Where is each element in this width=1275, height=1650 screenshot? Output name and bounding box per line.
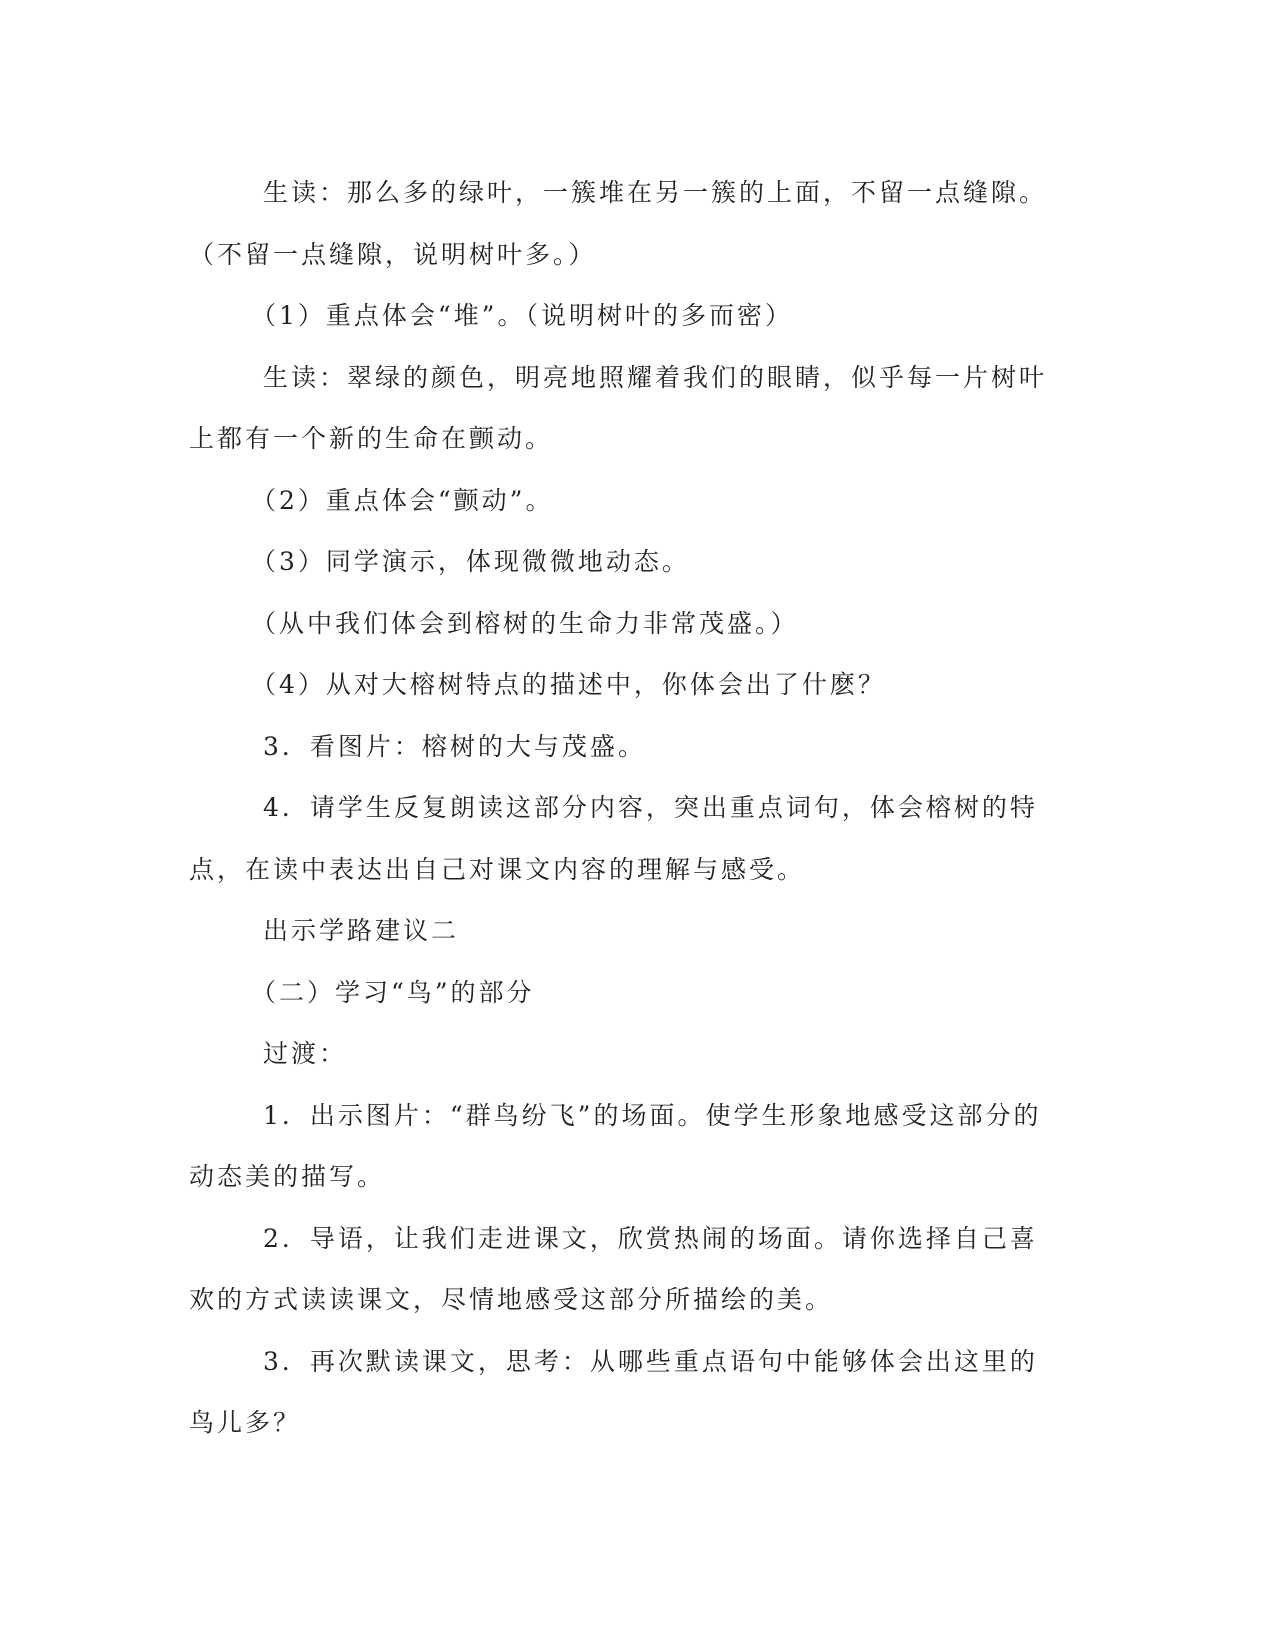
text-line: 生读：翠绿的颜色，明亮地照耀着我们的眼睛，似乎每一片树叶 bbox=[263, 362, 1048, 392]
text-line: 4．请学生反复朗读这部分内容，突出重点词句，体会榕树的特 bbox=[263, 793, 1038, 822]
text-line: 鸟儿多？ bbox=[189, 1408, 302, 1437]
text-line: （4）从对大榕树特点的描述中，你体会出了什麽？ bbox=[251, 670, 886, 699]
text-line: （1）重点体会“堆”。（说明树叶的多而密） bbox=[251, 301, 793, 330]
text-line: （从中我们体会到榕树的生命力非常茂盛。） bbox=[251, 608, 799, 638]
text-line: 过渡： bbox=[263, 1039, 348, 1068]
text-line: 上都有一个新的生命在颤动。 bbox=[189, 424, 554, 453]
text-line: 3．看图片：榕树的大与茂盛。 bbox=[263, 731, 646, 761]
text-line: （不留一点缝隙，说明树叶多。） bbox=[189, 239, 597, 269]
text-line: （二）学习“鸟”的部分 bbox=[251, 977, 535, 1007]
text-line: 2．导语，让我们走进课文，欣赏热闹的场面。请你选择自己喜 bbox=[263, 1223, 1038, 1253]
text-line: 1．出示图片：“群鸟纷飞”的场面。使学生形象地感受这部分的 bbox=[263, 1100, 1042, 1130]
text-line: 3．再次默读课文，思考：从哪些重点语句中能够体会出这里的 bbox=[263, 1346, 1038, 1376]
text-line: 生读：那么多的绿叶，一簇堆在另一簇的上面，不留一点缝隙。 bbox=[263, 178, 1048, 207]
text-line: 欢的方式读读课文，尽情地感受这部分所描绘的美。 bbox=[189, 1285, 834, 1314]
document-body bbox=[189, 162, 1089, 1454]
text-line: 点，在读中表达出自己对课文内容的理解与感受。 bbox=[189, 854, 806, 884]
text-line: 动态美的描写。 bbox=[189, 1162, 386, 1191]
text-line: 出示学路建议二 bbox=[263, 916, 460, 945]
text-line: （2）重点体会“颤动”。 bbox=[251, 485, 554, 515]
text-line: （3）同学演示，体现微微地动态。 bbox=[251, 547, 690, 576]
